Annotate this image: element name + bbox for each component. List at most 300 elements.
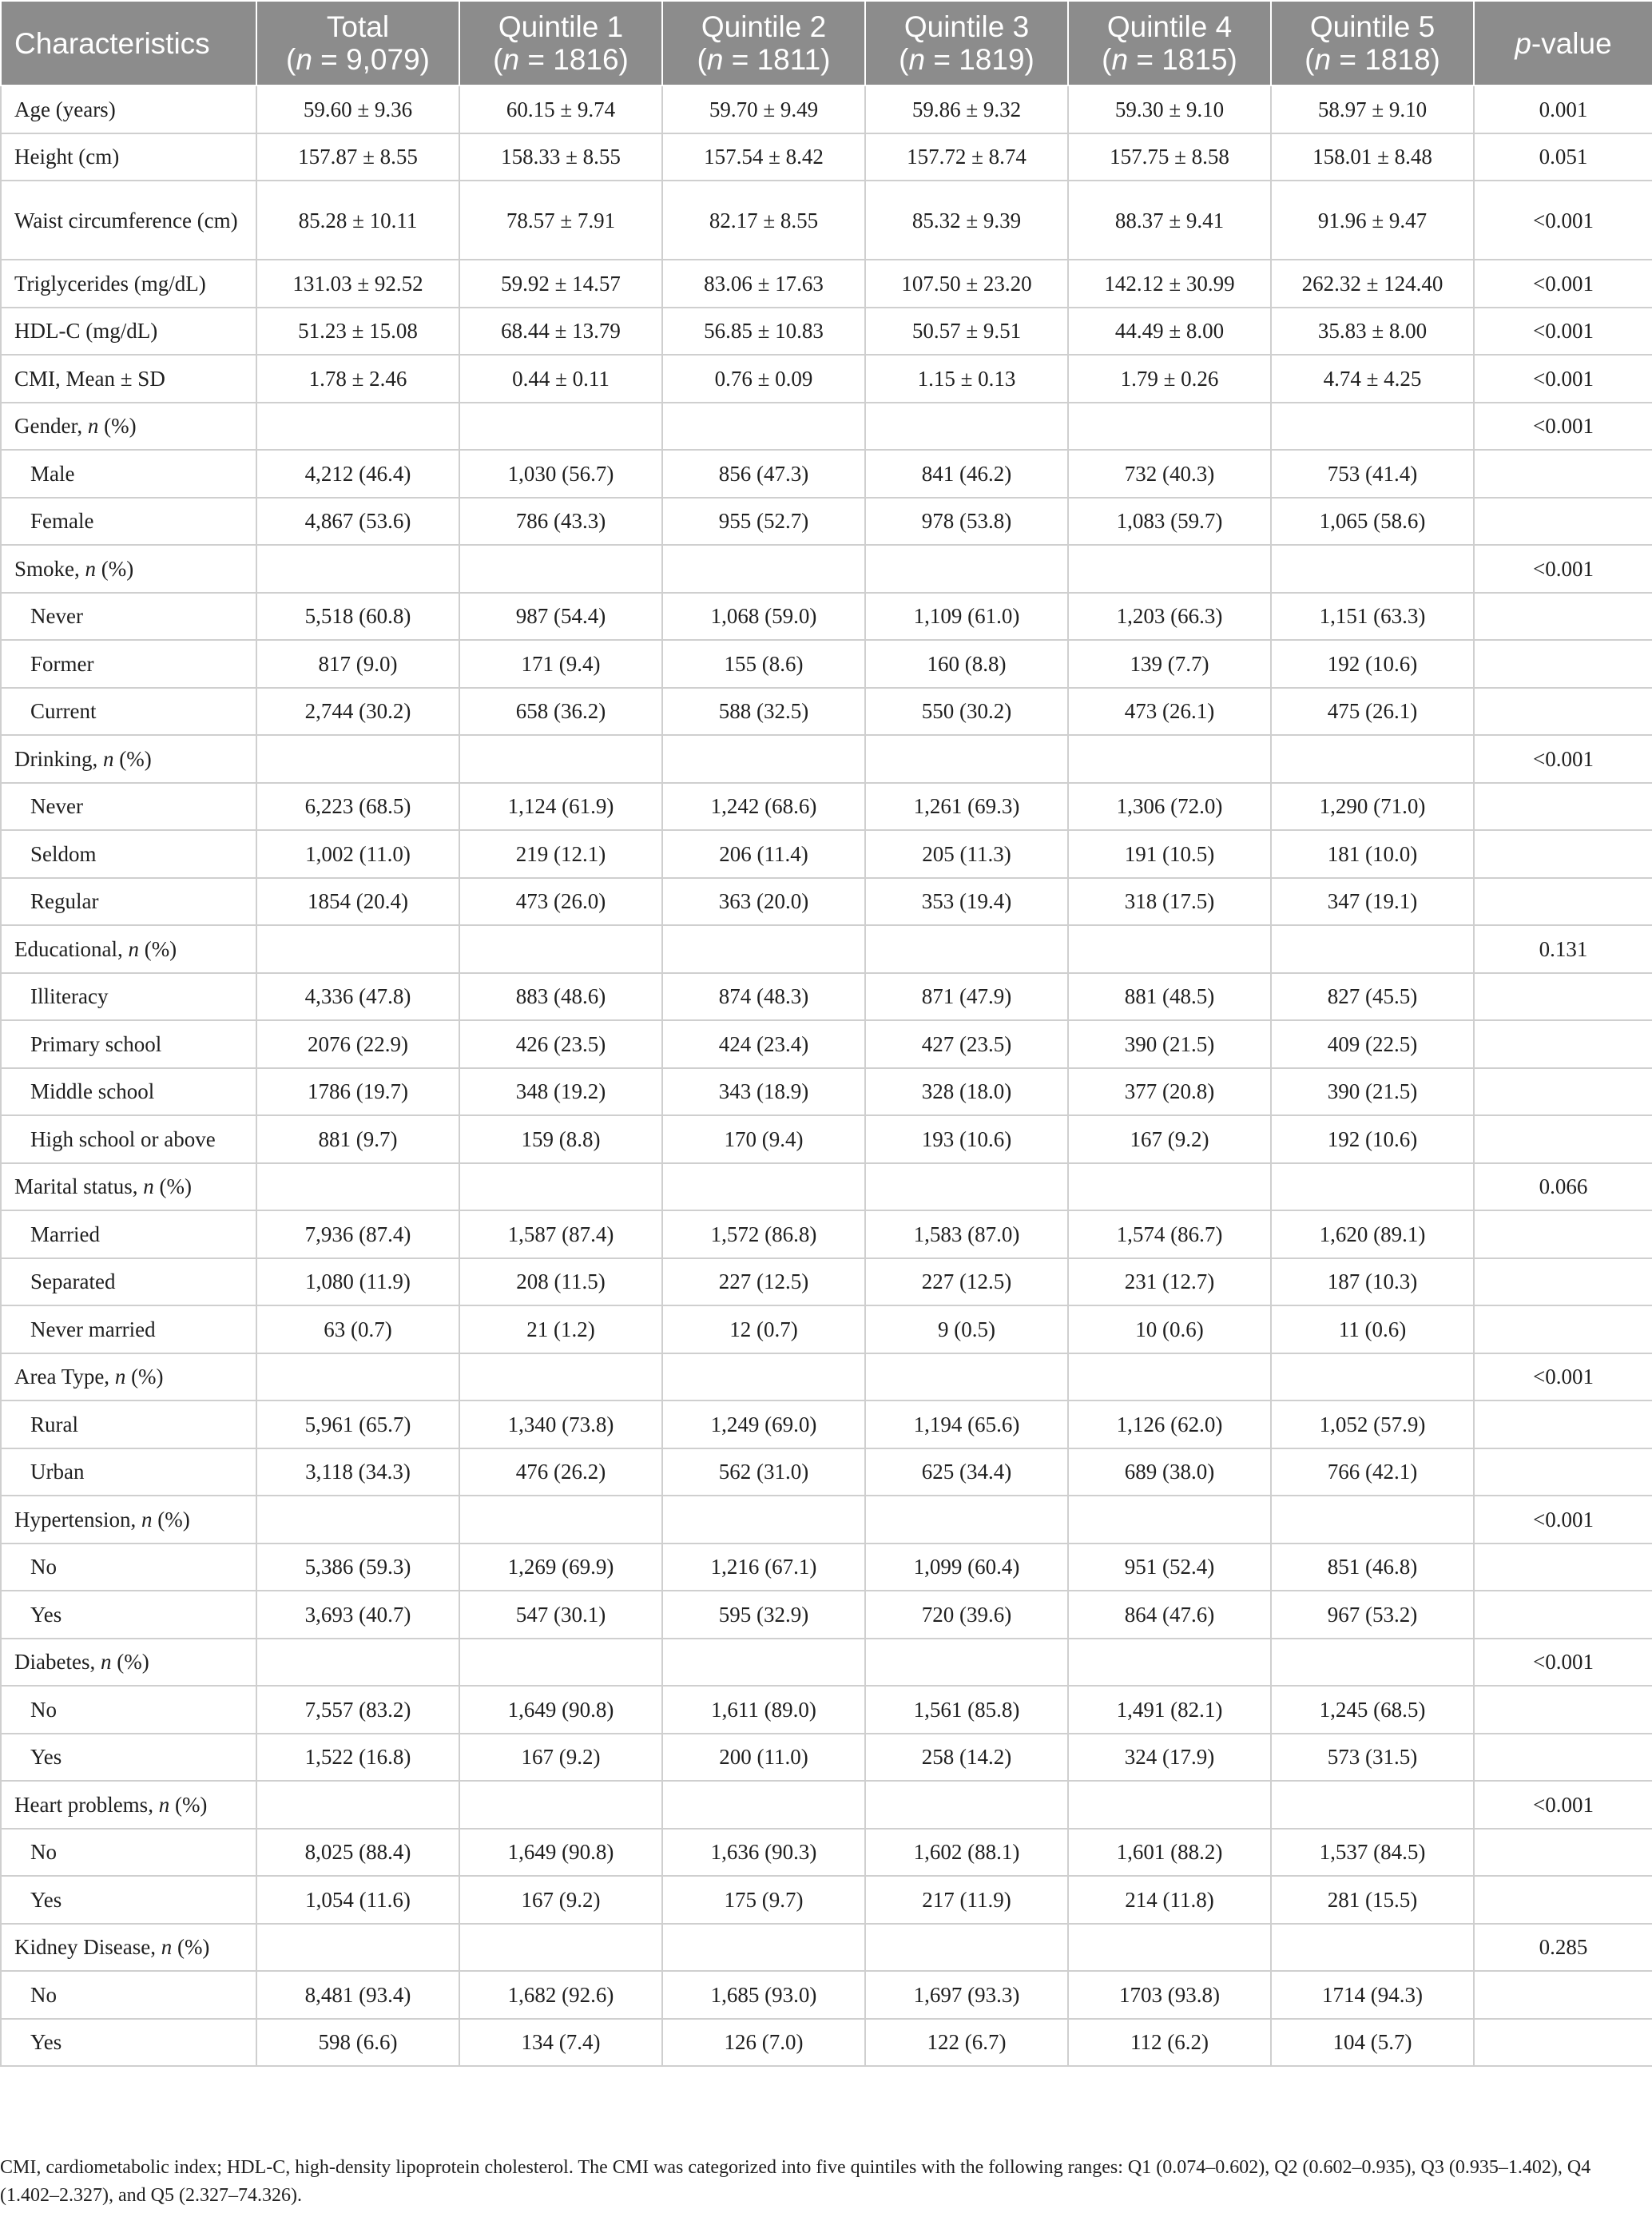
cell-quintile-1: 167 (9.2) bbox=[459, 1876, 662, 1924]
cell-p-value bbox=[1474, 498, 1652, 546]
row-label: Married bbox=[1, 1210, 256, 1258]
cell-p-value bbox=[1474, 1591, 1652, 1639]
cell-quintile-4: 231 (12.7) bbox=[1068, 1258, 1271, 1306]
cell-total: 7,557 (83.2) bbox=[256, 1686, 459, 1734]
cell-quintile-5 bbox=[1271, 545, 1474, 593]
cell-quintile-5: 1,537 (84.5) bbox=[1271, 1829, 1474, 1877]
row-label: HDL-C (mg/dL) bbox=[1, 308, 256, 356]
cell-quintile-2: 155 (8.6) bbox=[662, 640, 865, 688]
table-row bbox=[1, 545, 1652, 593]
cell-total: 3,693 (40.7) bbox=[256, 1591, 459, 1639]
row-label: Hypertension, n (%) bbox=[1, 1496, 256, 1544]
cell-p-value bbox=[1474, 1210, 1652, 1258]
cell-quintile-2 bbox=[662, 1163, 865, 1211]
cell-quintile-5: 967 (53.2) bbox=[1271, 1591, 1474, 1639]
cell-quintile-4: 473 (26.1) bbox=[1068, 688, 1271, 736]
cell-quintile-4: 167 (9.2) bbox=[1068, 1115, 1271, 1163]
cell-quintile-4 bbox=[1068, 403, 1271, 451]
table-row bbox=[1, 1971, 1652, 2019]
header-quintile-4: Quintile 4 (n = 1815) bbox=[1068, 1, 1271, 85]
row-label: Regular bbox=[1, 878, 256, 926]
cell-quintile-4: 1,574 (86.7) bbox=[1068, 1210, 1271, 1258]
row-label: Yes bbox=[1, 1734, 256, 1782]
row-label: Marital status, n (%) bbox=[1, 1163, 256, 1211]
cell-quintile-4: 157.75 ± 8.58 bbox=[1068, 133, 1271, 181]
cell-quintile-3: 59.86 ± 9.32 bbox=[865, 85, 1068, 133]
cell-quintile-4: 1,491 (82.1) bbox=[1068, 1686, 1271, 1734]
cell-quintile-2: 1,068 (59.0) bbox=[662, 593, 865, 641]
cell-quintile-3: 1.15 ± 0.13 bbox=[865, 355, 1068, 403]
cell-quintile-3: 841 (46.2) bbox=[865, 450, 1068, 498]
cell-quintile-2: 59.70 ± 9.49 bbox=[662, 85, 865, 133]
row-label: Seldom bbox=[1, 830, 256, 878]
cell-quintile-3: 427 (23.5) bbox=[865, 1020, 1068, 1068]
cell-quintile-2: 1,572 (86.8) bbox=[662, 1210, 865, 1258]
cell-quintile-4: 59.30 ± 9.10 bbox=[1068, 85, 1271, 133]
row-label: Never bbox=[1, 593, 256, 641]
row-label: Male bbox=[1, 450, 256, 498]
cell-quintile-1 bbox=[459, 545, 662, 593]
cell-total: 1,054 (11.6) bbox=[256, 1876, 459, 1924]
cell-quintile-2: 1,636 (90.3) bbox=[662, 1829, 865, 1877]
cell-quintile-5: 91.96 ± 9.47 bbox=[1271, 181, 1474, 260]
cell-quintile-1: 21 (1.2) bbox=[459, 1305, 662, 1353]
table-row bbox=[1, 1210, 1652, 1258]
cell-p-value bbox=[1474, 973, 1652, 1021]
cell-quintile-5: 1714 (94.3) bbox=[1271, 1971, 1474, 2019]
cell-quintile-2: 1,249 (69.0) bbox=[662, 1401, 865, 1448]
header-quintile-2: Quintile 2 (n = 1811) bbox=[662, 1, 865, 85]
cell-quintile-2: 955 (52.7) bbox=[662, 498, 865, 546]
cell-quintile-2 bbox=[662, 403, 865, 451]
table-row bbox=[1, 830, 1652, 878]
cell-quintile-5: 347 (19.1) bbox=[1271, 878, 1474, 926]
table-row bbox=[1, 1544, 1652, 1591]
row-label: No bbox=[1, 1971, 256, 2019]
cell-p-value bbox=[1474, 1305, 1652, 1353]
cell-quintile-1: 59.92 ± 14.57 bbox=[459, 260, 662, 308]
cell-quintile-2: 343 (18.9) bbox=[662, 1068, 865, 1116]
cell-quintile-3: 217 (11.9) bbox=[865, 1876, 1068, 1924]
table-row bbox=[1, 1496, 1652, 1544]
cell-total: 1,080 (11.9) bbox=[256, 1258, 459, 1306]
header-p-value: p-value bbox=[1474, 1, 1652, 85]
cell-quintile-3: 160 (8.8) bbox=[865, 640, 1068, 688]
cell-quintile-3: 978 (53.8) bbox=[865, 498, 1068, 546]
cell-quintile-5 bbox=[1271, 1496, 1474, 1544]
cell-total: 63 (0.7) bbox=[256, 1305, 459, 1353]
cell-quintile-1 bbox=[459, 1781, 662, 1829]
cell-quintile-1: 1,124 (61.9) bbox=[459, 783, 662, 831]
cell-quintile-1: 473 (26.0) bbox=[459, 878, 662, 926]
cell-quintile-1 bbox=[459, 735, 662, 783]
row-label: Educational, n (%) bbox=[1, 925, 256, 973]
cell-p-value: <0.001 bbox=[1474, 181, 1652, 260]
cell-p-value: 0.001 bbox=[1474, 85, 1652, 133]
cell-quintile-1: 1,649 (90.8) bbox=[459, 1686, 662, 1734]
cell-quintile-5: 573 (31.5) bbox=[1271, 1734, 1474, 1782]
cell-p-value bbox=[1474, 1448, 1652, 1496]
cell-p-value: <0.001 bbox=[1474, 545, 1652, 593]
row-label: Yes bbox=[1, 1876, 256, 1924]
cell-p-value: 0.066 bbox=[1474, 1163, 1652, 1211]
cell-quintile-5 bbox=[1271, 735, 1474, 783]
cell-quintile-1: 0.44 ± 0.11 bbox=[459, 355, 662, 403]
cell-total bbox=[256, 545, 459, 593]
cell-quintile-4: 142.12 ± 30.99 bbox=[1068, 260, 1271, 308]
table-row bbox=[1, 1686, 1652, 1734]
cell-quintile-5: 1,151 (63.3) bbox=[1271, 593, 1474, 641]
cell-quintile-5: 35.83 ± 8.00 bbox=[1271, 308, 1474, 356]
cell-quintile-3: 720 (39.6) bbox=[865, 1591, 1068, 1639]
cell-quintile-4: 191 (10.5) bbox=[1068, 830, 1271, 878]
cell-quintile-3: 1,583 (87.0) bbox=[865, 1210, 1068, 1258]
cell-total: 85.28 ± 10.11 bbox=[256, 181, 459, 260]
cell-quintile-5 bbox=[1271, 1781, 1474, 1829]
cell-quintile-3: 1,602 (88.1) bbox=[865, 1829, 1068, 1877]
cell-quintile-3: 85.32 ± 9.39 bbox=[865, 181, 1068, 260]
cell-total: 1786 (19.7) bbox=[256, 1068, 459, 1116]
row-label: Separated bbox=[1, 1258, 256, 1306]
cell-p-value bbox=[1474, 2019, 1652, 2067]
cell-total: 817 (9.0) bbox=[256, 640, 459, 688]
table-row bbox=[1, 1115, 1652, 1163]
cell-quintile-2 bbox=[662, 1924, 865, 1972]
row-label: Female bbox=[1, 498, 256, 546]
cell-quintile-2: 856 (47.3) bbox=[662, 450, 865, 498]
cell-p-value bbox=[1474, 1876, 1652, 1924]
cell-quintile-4: 88.37 ± 9.41 bbox=[1068, 181, 1271, 260]
cell-quintile-5: 1,065 (58.6) bbox=[1271, 498, 1474, 546]
cell-quintile-3: 1,697 (93.3) bbox=[865, 1971, 1068, 2019]
cell-quintile-2 bbox=[662, 1639, 865, 1687]
cell-quintile-1 bbox=[459, 1353, 662, 1401]
cell-p-value: <0.001 bbox=[1474, 260, 1652, 308]
cell-quintile-2 bbox=[662, 545, 865, 593]
cell-total: 2076 (22.9) bbox=[256, 1020, 459, 1068]
table-row bbox=[1, 878, 1652, 926]
cell-quintile-1: 987 (54.4) bbox=[459, 593, 662, 641]
row-label: Illiteracy bbox=[1, 973, 256, 1021]
cell-quintile-3: 157.72 ± 8.74 bbox=[865, 133, 1068, 181]
row-label: Area Type, n (%) bbox=[1, 1353, 256, 1401]
cell-quintile-5: 1,245 (68.5) bbox=[1271, 1686, 1474, 1734]
cell-quintile-4: 324 (17.9) bbox=[1068, 1734, 1271, 1782]
cell-quintile-2: 1,216 (67.1) bbox=[662, 1544, 865, 1591]
cell-quintile-2 bbox=[662, 1496, 865, 1544]
row-label: Height (cm) bbox=[1, 133, 256, 181]
cell-quintile-5: 753 (41.4) bbox=[1271, 450, 1474, 498]
cell-quintile-3: 50.57 ± 9.51 bbox=[865, 308, 1068, 356]
cell-quintile-1: 1,587 (87.4) bbox=[459, 1210, 662, 1258]
header-quintile-3: Quintile 3 (n = 1819) bbox=[865, 1, 1068, 85]
cell-quintile-2: 12 (0.7) bbox=[662, 1305, 865, 1353]
cell-quintile-4 bbox=[1068, 1924, 1271, 1972]
cell-quintile-4: 390 (21.5) bbox=[1068, 1020, 1271, 1068]
cell-p-value: 0.285 bbox=[1474, 1924, 1652, 1972]
table-row bbox=[1, 1163, 1652, 1211]
cell-quintile-2: 363 (20.0) bbox=[662, 878, 865, 926]
cell-quintile-3: 107.50 ± 23.20 bbox=[865, 260, 1068, 308]
table-row bbox=[1, 1020, 1652, 1068]
cell-quintile-1: 426 (23.5) bbox=[459, 1020, 662, 1068]
cell-quintile-1: 658 (36.2) bbox=[459, 688, 662, 736]
cell-quintile-4: 732 (40.3) bbox=[1068, 450, 1271, 498]
row-label: No bbox=[1, 1686, 256, 1734]
cell-quintile-1 bbox=[459, 1496, 662, 1544]
cell-total: 8,481 (93.4) bbox=[256, 1971, 459, 2019]
cell-quintile-2 bbox=[662, 1781, 865, 1829]
cell-p-value bbox=[1474, 593, 1652, 641]
cell-quintile-5 bbox=[1271, 1163, 1474, 1211]
table-row bbox=[1, 1781, 1652, 1829]
cell-p-value bbox=[1474, 1734, 1652, 1782]
table-row bbox=[1, 925, 1652, 973]
cell-quintile-1: 1,682 (92.6) bbox=[459, 1971, 662, 2019]
row-label: CMI, Mean ± SD bbox=[1, 355, 256, 403]
row-label: Yes bbox=[1, 2019, 256, 2067]
table-row bbox=[1, 973, 1652, 1021]
cell-quintile-1: 547 (30.1) bbox=[459, 1591, 662, 1639]
row-label: No bbox=[1, 1829, 256, 1877]
cell-total: 598 (6.6) bbox=[256, 2019, 459, 2067]
row-label: Smoke, n (%) bbox=[1, 545, 256, 593]
cell-quintile-1 bbox=[459, 925, 662, 973]
table-row bbox=[1, 1068, 1652, 1116]
cell-quintile-5 bbox=[1271, 403, 1474, 451]
cell-total: 7,936 (87.4) bbox=[256, 1210, 459, 1258]
cell-quintile-1: 60.15 ± 9.74 bbox=[459, 85, 662, 133]
row-label: Drinking, n (%) bbox=[1, 735, 256, 783]
cell-total bbox=[256, 1496, 459, 1544]
cell-quintile-4: 214 (11.8) bbox=[1068, 1876, 1271, 1924]
cell-quintile-4: 689 (38.0) bbox=[1068, 1448, 1271, 1496]
table-row bbox=[1, 308, 1652, 356]
cell-quintile-5: 262.32 ± 124.40 bbox=[1271, 260, 1474, 308]
cell-quintile-1: 786 (43.3) bbox=[459, 498, 662, 546]
cell-quintile-3: 227 (12.5) bbox=[865, 1258, 1068, 1306]
table-row bbox=[1, 1734, 1652, 1782]
cell-quintile-5: 104 (5.7) bbox=[1271, 2019, 1474, 2067]
cell-quintile-4: 377 (20.8) bbox=[1068, 1068, 1271, 1116]
cell-quintile-4: 1,083 (59.7) bbox=[1068, 498, 1271, 546]
cell-quintile-1 bbox=[459, 1924, 662, 1972]
cell-quintile-2: 206 (11.4) bbox=[662, 830, 865, 878]
cell-quintile-4 bbox=[1068, 925, 1271, 973]
cell-quintile-1: 219 (12.1) bbox=[459, 830, 662, 878]
cell-quintile-5: 4.74 ± 4.25 bbox=[1271, 355, 1474, 403]
cell-quintile-4: 951 (52.4) bbox=[1068, 1544, 1271, 1591]
cell-quintile-2: 227 (12.5) bbox=[662, 1258, 865, 1306]
cell-quintile-4: 44.49 ± 8.00 bbox=[1068, 308, 1271, 356]
cell-quintile-5: 181 (10.0) bbox=[1271, 830, 1474, 878]
table-row bbox=[1, 403, 1652, 451]
cell-quintile-3: 1,099 (60.4) bbox=[865, 1544, 1068, 1591]
cell-p-value bbox=[1474, 450, 1652, 498]
cell-total: 4,212 (46.4) bbox=[256, 450, 459, 498]
cell-quintile-5: 390 (21.5) bbox=[1271, 1068, 1474, 1116]
cell-quintile-1: 159 (8.8) bbox=[459, 1115, 662, 1163]
header-quintile-5: Quintile 5 (n = 1818) bbox=[1271, 1, 1474, 85]
header-total: Total (n = 9,079) bbox=[256, 1, 459, 85]
row-label: Rural bbox=[1, 1401, 256, 1448]
table-row bbox=[1, 1876, 1652, 1924]
cell-total: 6,223 (68.5) bbox=[256, 783, 459, 831]
cell-quintile-3: 122 (6.7) bbox=[865, 2019, 1068, 2067]
cell-quintile-5 bbox=[1271, 1924, 1474, 1972]
cell-total: 1.78 ± 2.46 bbox=[256, 355, 459, 403]
cell-quintile-4: 1703 (93.8) bbox=[1068, 1971, 1271, 2019]
cell-quintile-1: 1,649 (90.8) bbox=[459, 1829, 662, 1877]
cell-total: 881 (9.7) bbox=[256, 1115, 459, 1163]
cell-p-value bbox=[1474, 1829, 1652, 1877]
table-row bbox=[1, 1305, 1652, 1353]
cell-total: 1,522 (16.8) bbox=[256, 1734, 459, 1782]
table-row bbox=[1, 1353, 1652, 1401]
cell-p-value bbox=[1474, 1115, 1652, 1163]
cell-quintile-5: 11 (0.6) bbox=[1271, 1305, 1474, 1353]
cell-quintile-3: 871 (47.9) bbox=[865, 973, 1068, 1021]
table-row bbox=[1, 85, 1652, 133]
cell-quintile-1: 208 (11.5) bbox=[459, 1258, 662, 1306]
table-row bbox=[1, 355, 1652, 403]
cell-p-value bbox=[1474, 878, 1652, 926]
cell-p-value: <0.001 bbox=[1474, 1353, 1652, 1401]
row-label: Waist circumference (cm) bbox=[1, 181, 256, 260]
cell-total bbox=[256, 1924, 459, 1972]
cell-quintile-5 bbox=[1271, 925, 1474, 973]
row-label: Former bbox=[1, 640, 256, 688]
cell-quintile-4 bbox=[1068, 1496, 1271, 1544]
cell-quintile-3: 9 (0.5) bbox=[865, 1305, 1068, 1353]
cell-quintile-5: 1,620 (89.1) bbox=[1271, 1210, 1474, 1258]
cell-quintile-5: 1,290 (71.0) bbox=[1271, 783, 1474, 831]
cell-quintile-3: 328 (18.0) bbox=[865, 1068, 1068, 1116]
cell-quintile-5: 192 (10.6) bbox=[1271, 640, 1474, 688]
cell-quintile-3 bbox=[865, 1924, 1068, 1972]
cell-quintile-2: 56.85 ± 10.83 bbox=[662, 308, 865, 356]
cell-quintile-1: 171 (9.4) bbox=[459, 640, 662, 688]
cell-p-value bbox=[1474, 1020, 1652, 1068]
cell-quintile-5: 58.97 ± 9.10 bbox=[1271, 85, 1474, 133]
cell-quintile-3 bbox=[865, 1496, 1068, 1544]
table-row bbox=[1, 1401, 1652, 1448]
cell-p-value bbox=[1474, 1401, 1652, 1448]
row-label: No bbox=[1, 1544, 256, 1591]
cell-total: 59.60 ± 9.36 bbox=[256, 85, 459, 133]
cell-quintile-3 bbox=[865, 1781, 1068, 1829]
cell-quintile-4: 10 (0.6) bbox=[1068, 1305, 1271, 1353]
row-label: Never married bbox=[1, 1305, 256, 1353]
row-label: Age (years) bbox=[1, 85, 256, 133]
table-row bbox=[1, 593, 1652, 641]
cell-total: 2,744 (30.2) bbox=[256, 688, 459, 736]
cell-p-value: <0.001 bbox=[1474, 1496, 1652, 1544]
cell-quintile-3 bbox=[865, 545, 1068, 593]
cell-total bbox=[256, 1781, 459, 1829]
cell-quintile-2: 0.76 ± 0.09 bbox=[662, 355, 865, 403]
table-row bbox=[1, 688, 1652, 736]
cell-total: 131.03 ± 92.52 bbox=[256, 260, 459, 308]
cell-quintile-2: 157.54 ± 8.42 bbox=[662, 133, 865, 181]
row-label: Current bbox=[1, 688, 256, 736]
cell-quintile-3: 1,561 (85.8) bbox=[865, 1686, 1068, 1734]
cell-quintile-5 bbox=[1271, 1639, 1474, 1687]
cell-quintile-4: 139 (7.7) bbox=[1068, 640, 1271, 688]
cell-quintile-2: 874 (48.3) bbox=[662, 973, 865, 1021]
cell-p-value bbox=[1474, 1258, 1652, 1306]
cell-quintile-1: 348 (19.2) bbox=[459, 1068, 662, 1116]
cell-quintile-2: 424 (23.4) bbox=[662, 1020, 865, 1068]
cell-p-value bbox=[1474, 1068, 1652, 1116]
row-label: Kidney Disease, n (%) bbox=[1, 1924, 256, 1972]
cell-quintile-3: 205 (11.3) bbox=[865, 830, 1068, 878]
cell-p-value bbox=[1474, 640, 1652, 688]
cell-quintile-2: 83.06 ± 17.63 bbox=[662, 260, 865, 308]
cell-quintile-4: 1,126 (62.0) bbox=[1068, 1401, 1271, 1448]
cell-total bbox=[256, 1163, 459, 1211]
cell-quintile-2: 126 (7.0) bbox=[662, 2019, 865, 2067]
cell-quintile-3 bbox=[865, 1639, 1068, 1687]
cell-quintile-4: 881 (48.5) bbox=[1068, 973, 1271, 1021]
row-label: High school or above bbox=[1, 1115, 256, 1163]
cell-total: 1,002 (11.0) bbox=[256, 830, 459, 878]
table-row bbox=[1, 181, 1652, 260]
table-row bbox=[1, 498, 1652, 546]
cell-quintile-1: 1,030 (56.7) bbox=[459, 450, 662, 498]
cell-quintile-4 bbox=[1068, 1781, 1271, 1829]
cell-quintile-4 bbox=[1068, 1353, 1271, 1401]
cell-quintile-4 bbox=[1068, 735, 1271, 783]
cell-quintile-5: 827 (45.5) bbox=[1271, 973, 1474, 1021]
cell-quintile-4: 1,203 (66.3) bbox=[1068, 593, 1271, 641]
cell-quintile-2: 200 (11.0) bbox=[662, 1734, 865, 1782]
cell-quintile-4: 1.79 ± 0.26 bbox=[1068, 355, 1271, 403]
cell-total bbox=[256, 1639, 459, 1687]
cell-total bbox=[256, 403, 459, 451]
cell-quintile-4 bbox=[1068, 1639, 1271, 1687]
cell-quintile-4: 1,306 (72.0) bbox=[1068, 783, 1271, 831]
cell-p-value bbox=[1474, 1544, 1652, 1591]
row-label: Diabetes, n (%) bbox=[1, 1639, 256, 1687]
table-row bbox=[1, 735, 1652, 783]
cell-quintile-1: 158.33 ± 8.55 bbox=[459, 133, 662, 181]
cell-quintile-1: 68.44 ± 13.79 bbox=[459, 308, 662, 356]
row-label: Yes bbox=[1, 1591, 256, 1639]
cell-total: 5,386 (59.3) bbox=[256, 1544, 459, 1591]
cell-total: 1854 (20.4) bbox=[256, 878, 459, 926]
cell-quintile-5: 1,052 (57.9) bbox=[1271, 1401, 1474, 1448]
table-body bbox=[1, 85, 1652, 2066]
cell-quintile-5: 281 (15.5) bbox=[1271, 1876, 1474, 1924]
cell-quintile-1: 1,269 (69.9) bbox=[459, 1544, 662, 1591]
cell-quintile-1: 1,340 (73.8) bbox=[459, 1401, 662, 1448]
cell-quintile-3: 1,109 (61.0) bbox=[865, 593, 1068, 641]
cell-quintile-4: 318 (17.5) bbox=[1068, 878, 1271, 926]
cell-p-value: 0.131 bbox=[1474, 925, 1652, 973]
cell-p-value bbox=[1474, 783, 1652, 831]
cell-quintile-3 bbox=[865, 1163, 1068, 1211]
cell-quintile-2: 82.17 ± 8.55 bbox=[662, 181, 865, 260]
cell-total: 8,025 (88.4) bbox=[256, 1829, 459, 1877]
cell-p-value: <0.001 bbox=[1474, 1639, 1652, 1687]
cell-quintile-1 bbox=[459, 1639, 662, 1687]
cell-quintile-1: 883 (48.6) bbox=[459, 973, 662, 1021]
cell-quintile-1 bbox=[459, 403, 662, 451]
row-label: Gender, n (%) bbox=[1, 403, 256, 451]
row-label: Middle school bbox=[1, 1068, 256, 1116]
table-row bbox=[1, 783, 1652, 831]
